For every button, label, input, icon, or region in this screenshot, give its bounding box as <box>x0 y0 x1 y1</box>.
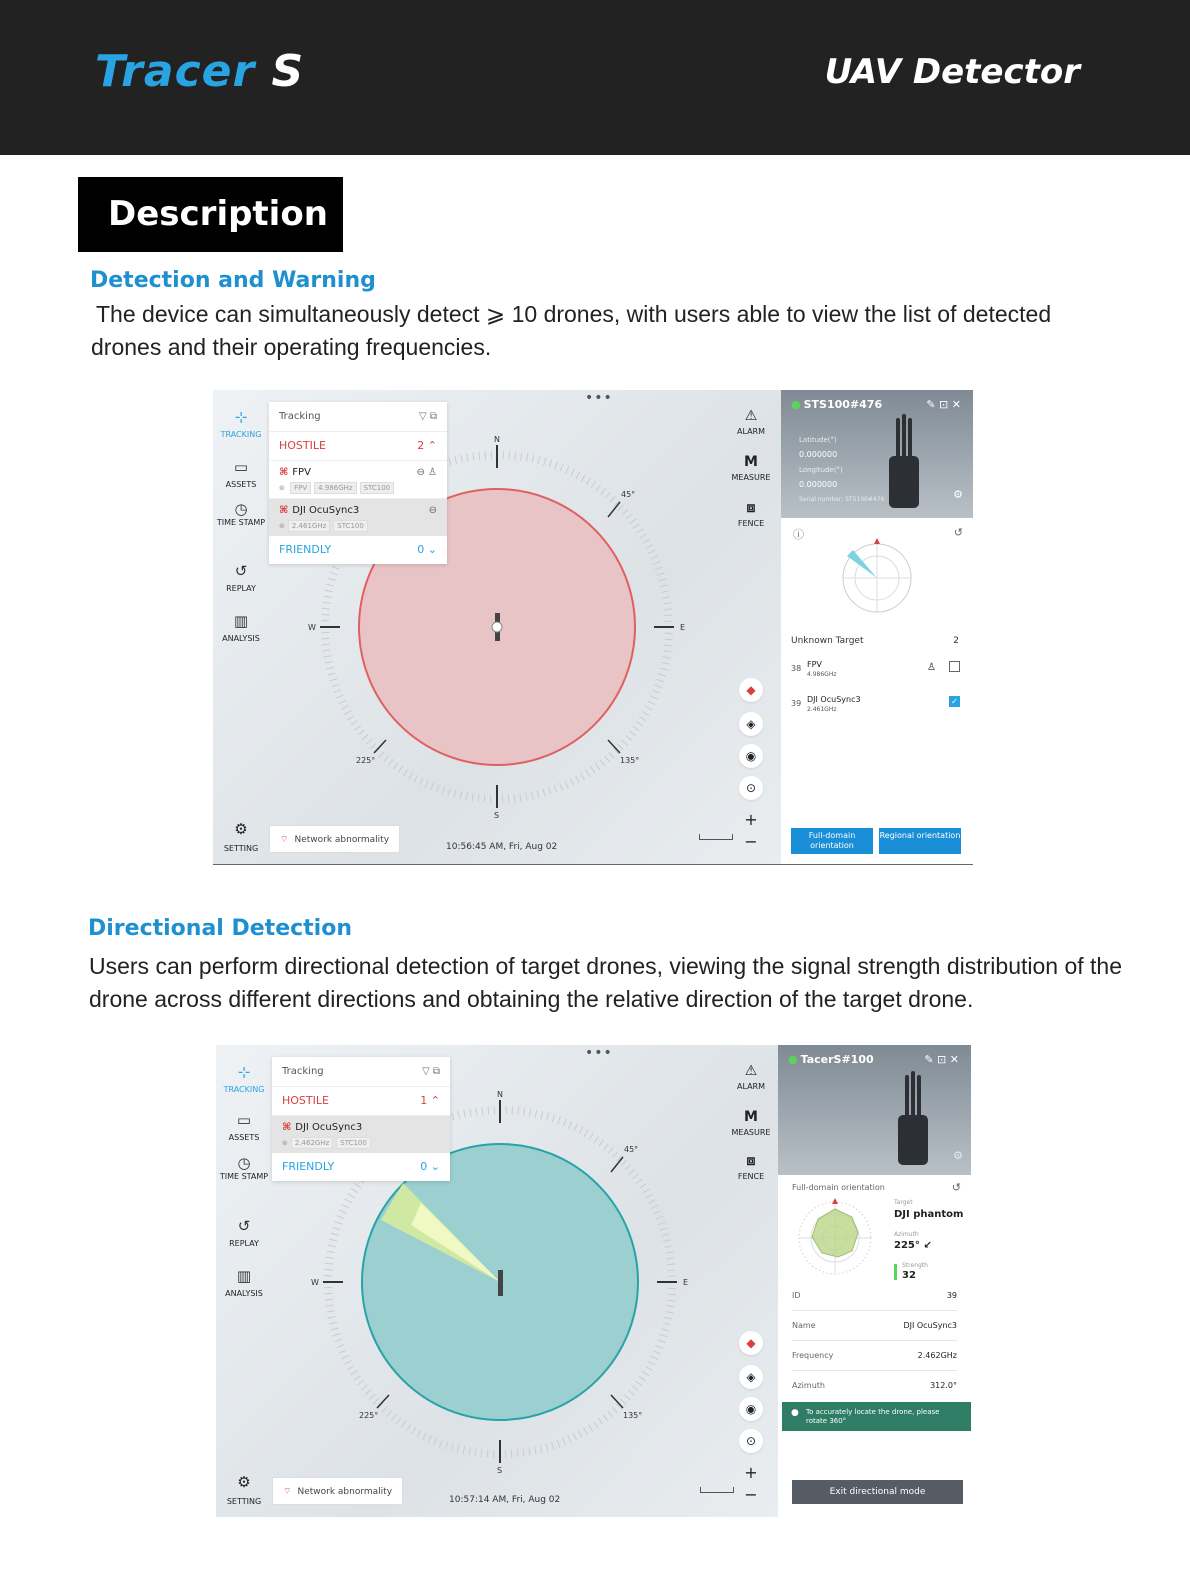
gear-icon: ⚙ <box>237 1473 251 1491</box>
brand-logo: Tracer S <box>95 46 305 97</box>
replay-icon: ↺ <box>237 1217 251 1235</box>
sw-marker <box>374 740 386 753</box>
regional-orientation-button[interactable]: Regional orientation <box>879 828 961 854</box>
antenna <box>896 418 900 458</box>
compass-w: W <box>311 1278 319 1287</box>
history-icon[interactable]: ↺ <box>953 526 963 539</box>
setting-button[interactable]: ⚙ SETTING <box>216 1473 272 1506</box>
bar-chart-icon: ▥ <box>236 1267 252 1285</box>
info-row: Name DJI OcuSync3 <box>792 1311 957 1341</box>
tracking-icon: ⊹ <box>237 1063 251 1081</box>
north-pointer <box>874 538 880 544</box>
page-tagline: UAV Detector <box>824 52 1080 92</box>
fence-icon: ⧈ <box>746 1153 756 1169</box>
zoom-out-icon[interactable]: − <box>744 1485 758 1504</box>
edit-icon[interactable]: ✎ ⊡ ✕ <box>926 398 961 411</box>
gear-icon: ⚙ <box>234 820 248 838</box>
section-text-detection: The device can simultaneously detect ⩾ 10 drones, with users able to view the list of detected drones and their operating frequencies. <box>91 301 1052 360</box>
alarm-icon: ⚠ <box>744 1063 758 1079</box>
measure-button[interactable]: M MEASURE <box>731 1109 771 1137</box>
alarm-button[interactable]: ⚠ ALARM <box>730 1063 772 1091</box>
antenna <box>905 1075 909 1117</box>
info-icon[interactable]: ⓘ <box>793 528 804 541</box>
clock-icon: ◷ <box>237 1154 251 1172</box>
target-azimuth: 225° ↙ <box>894 1240 932 1251</box>
chevron-down-icon: ⌄ <box>430 1160 440 1173</box>
sidebar-item-timestamp[interactable]: ◷ TIME STAMP <box>213 505 269 527</box>
settings-icon[interactable]: ⚙ <box>953 1149 963 1162</box>
antenna <box>908 418 912 458</box>
sw-marker <box>377 1395 389 1408</box>
compass-e: E <box>683 1278 689 1287</box>
device-panel: ● STS100#476 ✎ ⊡ ✕ Latitude(°) 0.000000 Longitude(°) 0.000000 Serial number: STS100#476 ⚙ ⓘ ↺ Unknown Target 2 38 FPV 4.986GHz ♙ 39 DJI OcuSync3 2.461GHz ✓ Full-domain orientation Regional orientation <box>781 390 973 864</box>
target-icon: ⊛ <box>279 522 285 530</box>
zoom-in-icon[interactable]: + <box>744 810 758 829</box>
tracking-panel <box>272 1057 450 1181</box>
layers-icon[interactable]: ◈ <box>739 1365 763 1389</box>
description-heading: Description <box>78 177 343 252</box>
eye-icon[interactable]: ◉ <box>739 744 763 768</box>
tracking-icon: ⊹ <box>234 408 248 426</box>
compass-225: 225° <box>359 1411 379 1420</box>
filter-icon[interactable]: ▽ ⧉ <box>418 411 437 422</box>
target-icon: ⊛ <box>279 484 285 492</box>
section-title-directional: Directional Detection <box>88 916 352 941</box>
target-checkbox[interactable] <box>949 661 960 672</box>
north-arrow-icon[interactable]: ◆ <box>739 1331 763 1355</box>
online-dot-icon: ● <box>791 398 801 411</box>
tracking-panel-header: Tracking ▽ ⧉ <box>272 1057 450 1087</box>
image-icon: ▭ <box>236 1111 252 1129</box>
strength-bar <box>894 1264 897 1280</box>
timestamp: 10:57:14 AM, Fri, Aug 02 <box>449 1495 561 1505</box>
device-image <box>889 456 919 508</box>
antenna <box>911 1071 915 1117</box>
drone-icon: ⌘ <box>279 467 289 478</box>
exit-directional-mode-button[interactable]: Exit directional mode <box>792 1480 963 1504</box>
target-strength: 32 <box>902 1270 916 1281</box>
device-panel: ● TacerS#100 ✎ ⊡ ✕ ⚙ Full-domain orientation ↺ Target DJI phantom Azimuth 225° ↙ Strength 32 ID 39 Name DJI OcuSync3 Frequency 2.462GHz Azimuth 312.0° ● To accurately locate the drone, please rotate 360° Exit directional mode <box>778 1045 971 1517</box>
hostile-group[interactable]: HOSTILE 2 ⌃ <box>279 439 437 452</box>
layers-icon[interactable]: ◈ <box>739 712 763 736</box>
ne-marker <box>611 1157 623 1172</box>
sidebar-item-assets[interactable]: ▭ ASSETS <box>216 1111 272 1142</box>
compass-45: 45° <box>624 1145 639 1154</box>
tracking-panel <box>269 402 447 564</box>
sidebar-item-assets[interactable]: ▭ ASSETS <box>213 458 269 489</box>
sidebar-item-tracking[interactable]: ⊹ TRACKING <box>213 408 269 439</box>
info-icon: ● <box>791 1408 799 1418</box>
full-domain-orientation-button[interactable]: Full-domain orientation <box>791 828 873 854</box>
more-icon[interactable]: ••• <box>585 1045 613 1061</box>
info-row: Frequency 2.462GHz <box>792 1341 957 1371</box>
measure-icon: M <box>744 1109 758 1125</box>
sidebar-item-timestamp[interactable]: ◷ TIME STAMP <box>216 1159 272 1181</box>
sidebar-item-analysis[interactable]: ▥ ANALYSIS <box>213 612 269 643</box>
ne-marker <box>608 502 620 517</box>
chevron-up-icon: ⌃ <box>427 439 437 452</box>
filter-icon[interactable]: ▽ ⧉ <box>421 1066 440 1077</box>
measure-icon: M <box>744 454 758 470</box>
setting-button[interactable]: ⚙ SETTING <box>213 820 269 853</box>
fence-icon: ⧈ <box>746 500 756 516</box>
device-header: ● TacerS#100 ✎ ⊡ ✕ ⚙ <box>778 1045 971 1175</box>
timestamp: 10:56:45 AM, Fri, Aug 02 <box>446 842 558 852</box>
info-row: Azimuth 312.0° <box>792 1381 957 1390</box>
device-image <box>898 1115 928 1165</box>
sidebar <box>213 390 269 864</box>
compass-s: S <box>494 811 500 820</box>
eye-icon[interactable]: ◉ <box>739 1397 763 1421</box>
screenshot-directional <box>216 1045 971 1517</box>
bar-chart-icon: ▥ <box>233 612 249 630</box>
compass-n: N <box>494 435 500 444</box>
drone-item[interactable]: ⌘ DJI OcuSync3 ⊛ 2.462GHz STC100 <box>272 1115 450 1153</box>
wifi-off-icon: ⌔ <box>280 835 289 845</box>
compass-45: 45° <box>621 490 636 499</box>
drone-icon: ⌘ <box>279 505 289 516</box>
north-arrow-icon[interactable]: ◆ <box>739 678 763 702</box>
measure-button[interactable]: M MEASURE <box>731 454 771 482</box>
history-icon[interactable]: ↺ <box>951 1181 961 1194</box>
scale-bar <box>699 834 733 840</box>
chevron-down-icon: ⌄ <box>427 543 437 556</box>
network-status[interactable]: ⌔ Network abnormality <box>269 825 400 853</box>
unknown-target-count: 2 <box>953 636 959 646</box>
online-dot-icon: ● <box>788 1053 798 1066</box>
tracking-panel-header: Tracking ▽ ⧉ <box>269 402 447 432</box>
antenna <box>917 1075 921 1117</box>
locate-target-icon[interactable]: ⊙ <box>739 776 763 800</box>
zoom-in-icon[interactable]: + <box>744 1463 758 1482</box>
hostile-group[interactable]: HOSTILE 1 ⌃ <box>282 1094 440 1107</box>
compass-w: W <box>308 623 316 632</box>
compass-e: E <box>680 623 686 632</box>
device-header: ● STS100#476 ✎ ⊡ ✕ Latitude(°) 0.000000 Longitude(°) 0.000000 Serial number: STS100#476 ⚙ <box>781 390 973 518</box>
page-header <box>0 0 1190 155</box>
rotate-notice: ● To accurately locate the drone, please rotate 360° <box>782 1402 971 1431</box>
settings-icon[interactable]: ⚙ <box>953 488 963 501</box>
antenna <box>902 414 906 458</box>
mini-compass <box>829 530 925 626</box>
friendly-group[interactable]: FRIENDLY 0 ⌄ <box>282 1160 440 1173</box>
sidebar-item-analysis[interactable]: ▥ ANALYSIS <box>216 1267 272 1298</box>
target-checkbox-checked[interactable]: ✓ <box>949 696 960 707</box>
replay-icon: ↺ <box>234 562 248 580</box>
section-text-directional: Users can perform directional detection of target drones, viewing the signal strength distribution of the drone across different directions and obtaining the relative direction of the target drone. <box>89 953 1123 1012</box>
sidebar-item-tracking[interactable]: ⊹ TRACKING <box>216 1063 272 1094</box>
screenshot-tracking <box>213 390 973 865</box>
se-marker <box>608 740 620 753</box>
zoom-out-icon[interactable]: − <box>744 832 758 851</box>
drone-item[interactable]: ⌘ FPV ⊛ FPV 4.986GHz STC100 ⊖ ♙ <box>269 460 447 498</box>
device-center <box>492 622 502 632</box>
section-title-detection: Detection and Warning <box>90 268 376 293</box>
network-status[interactable]: ⌔ Network abnormality <box>272 1477 403 1505</box>
locate-icon[interactable]: ⊖ <box>428 505 437 516</box>
clock-icon: ◷ <box>234 500 248 518</box>
direction-arrow-icon: ↙ <box>923 1240 932 1251</box>
signal-distribution <box>812 1209 858 1257</box>
friendly-group[interactable]: FRIENDLY 0 ⌄ <box>279 543 437 556</box>
scale-bar <box>700 1487 734 1493</box>
more-icon[interactable]: ••• <box>585 390 613 406</box>
locate-icon[interactable]: ⊖ ♙ <box>416 467 437 478</box>
info-row: ID 39 <box>792 1281 957 1311</box>
target-icon: ⊛ <box>282 1139 288 1147</box>
compass-n: N <box>497 1090 503 1099</box>
north-pointer <box>832 1198 838 1204</box>
orientation-chart <box>792 1195 878 1281</box>
locate-icon[interactable]: ♙ <box>927 662 936 673</box>
compass-135: 135° <box>620 756 640 765</box>
compass-135: 135° <box>623 1411 643 1420</box>
se-marker <box>611 1395 623 1408</box>
fence-button[interactable]: ⧈ FENCE <box>730 500 772 528</box>
alarm-button[interactable]: ⚠ ALARM <box>730 408 772 436</box>
sidebar-item-replay[interactable]: ↺ REPLAY <box>213 562 269 593</box>
orientation-label: Full-domain orientation <box>792 1183 885 1192</box>
edit-icon[interactable]: ✎ ⊡ ✕ <box>924 1053 959 1066</box>
compass-s: S <box>497 1466 503 1475</box>
device-marker <box>498 1270 503 1296</box>
alarm-icon: ⚠ <box>744 408 758 424</box>
fence-button[interactable]: ⧈ FENCE <box>730 1153 772 1181</box>
drone-item[interactable]: ⌘ DJI OcuSync3 ⊛ 2.461GHz STC100 ⊖ <box>269 498 447 536</box>
drone-icon: ⌘ <box>282 1122 292 1133</box>
direction-beam <box>847 550 877 578</box>
sidebar <box>216 1045 272 1517</box>
compass-225: 225° <box>356 756 376 765</box>
image-icon: ▭ <box>233 458 249 476</box>
chevron-up-icon: ⌃ <box>430 1094 440 1107</box>
sidebar-item-replay[interactable]: ↺ REPLAY <box>216 1217 272 1248</box>
locate-target-icon[interactable]: ⊙ <box>739 1429 763 1453</box>
unknown-target-label: Unknown Target <box>791 636 864 646</box>
wifi-off-icon: ⌔ <box>283 1487 292 1497</box>
target-name: DJI phantom <box>894 1209 964 1220</box>
